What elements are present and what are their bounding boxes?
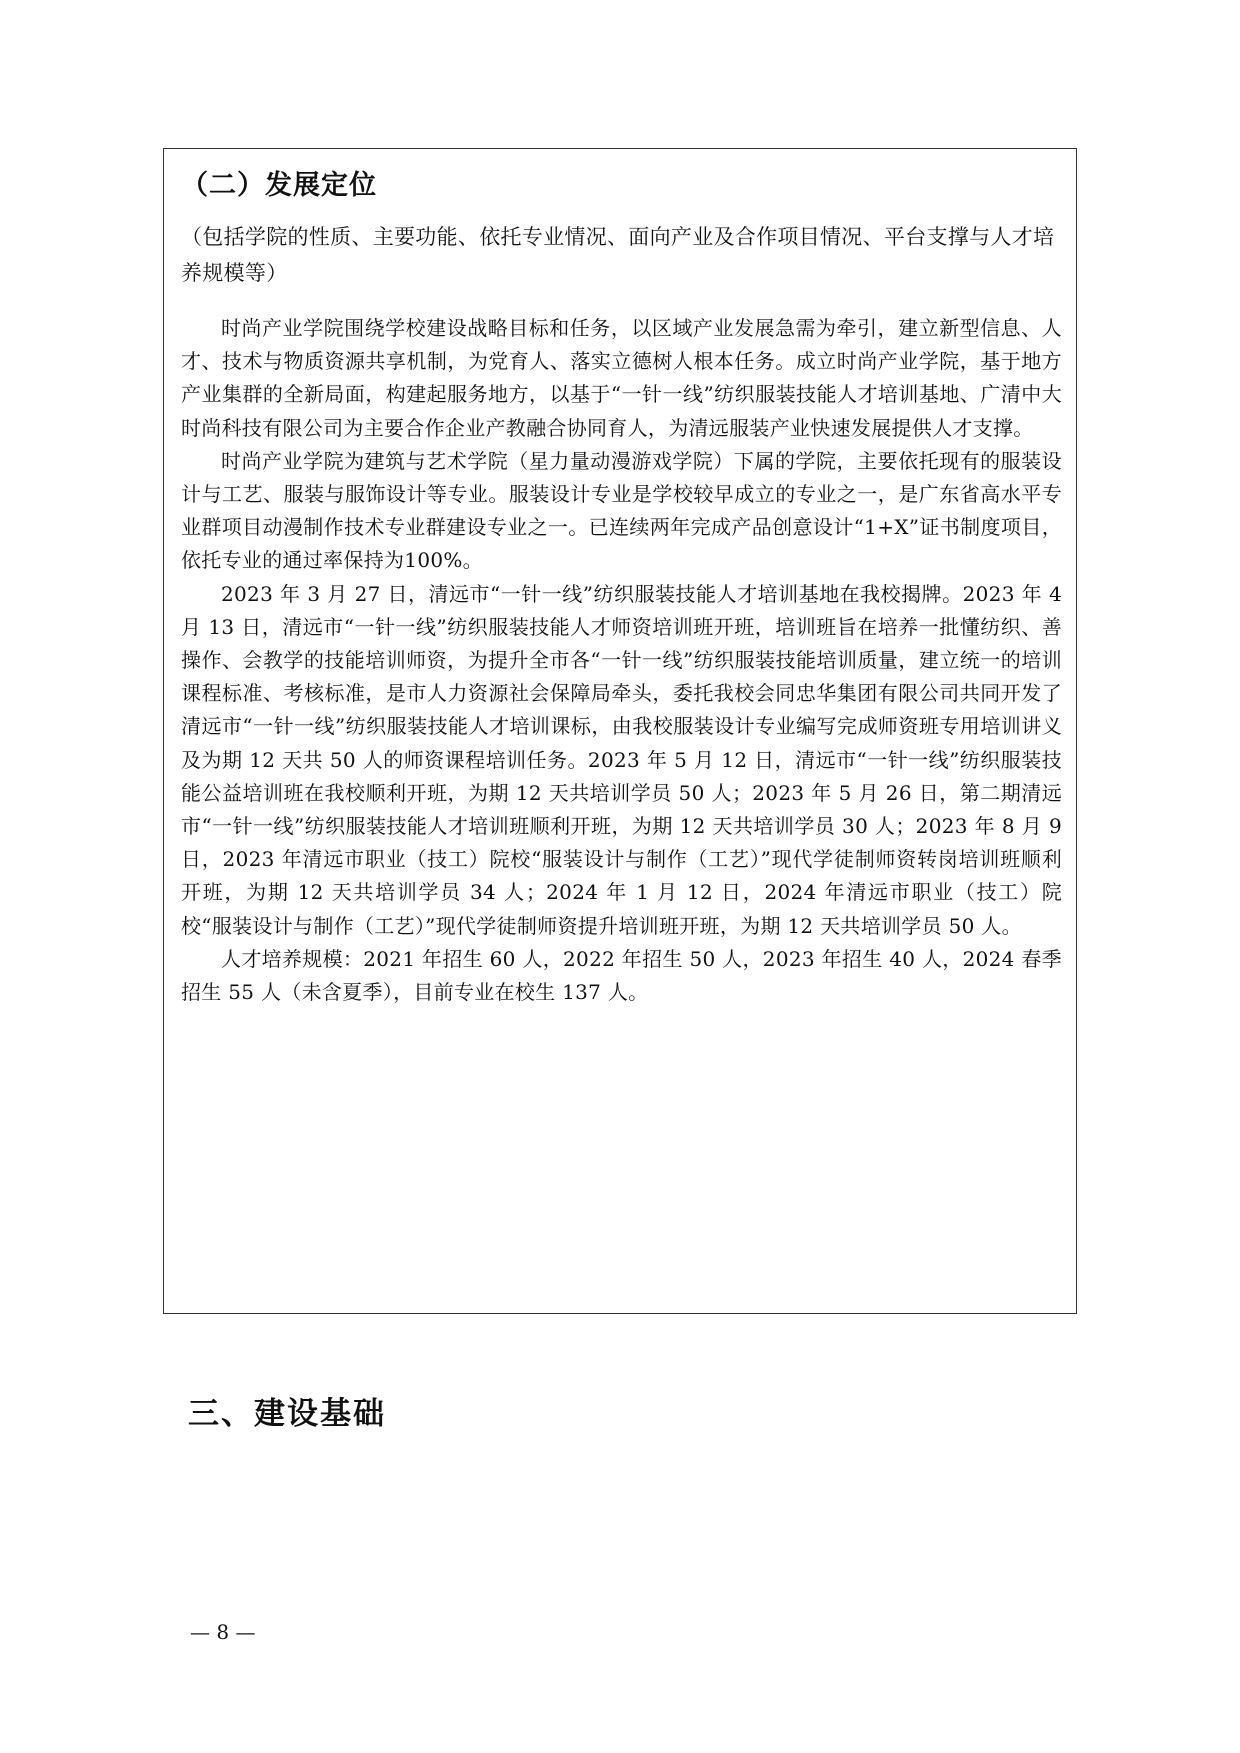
subsection-note: （包括学院的性质、主要功能、依托专业情况、面向产业及合作项目情况、平台支撑与人才培养规模等） xyxy=(181,225,1055,285)
body-text xyxy=(181,312,1062,1009)
content-box xyxy=(163,148,1077,1314)
paragraph: 时尚产业学院为建筑与艺术学院（星力量动漫游戏学院）下属的学院，主要依托现有的服装设计与工艺、服装与服饰设计等专业。服装设计专业是学校较早成立的专业之一，是广东省高水平专业群项目动漫制作技术专业群建设专业之一。已连续两年完成产品创意设计“1+X”证书制度项目，依托专业的通过率保持为100%。 xyxy=(181,448,1062,573)
paragraph: 时尚产业学院围绕学校建设战略目标和任务，以区域产业发展急需为牵引，建立新型信息、人才、技术与物质资源共享机制，为党育人、落实立德树人根本任务。成立时尚产业学院，基于地方产业集群的全新局面，构建起服务地方，以基于“一针一线”纺织服装技能人才培训基地、广清中大时尚科技有限公司为主要合作企业产教融合协同育人，为清远服装产业快速发展提供人才支撑。 xyxy=(181,316,1062,440)
subsection-heading: （二）发展定位 xyxy=(181,170,377,201)
section-heading: 三、建设基础 xyxy=(188,1396,386,1432)
page-number: — 8 — xyxy=(190,1620,256,1644)
paragraph: 2023 年 3 月 27 日，清远市“一针一线”纺织服装技能人才培训基地在我校揭牌。2023 年 4 月 13 日，清远市“一针一线”纺织服装技能人才师资培训班开班，培训班旨在培养一批懂纺织、善操作、会教学的技能培训师资，为提升全市各“一针一线”纺织服装技能培训质量，建立统一的培训课程标准、考核标准，是市人力资源社会保障局牵头，委托我校会同忠华集团有限公司共同开发了清远市“一针一线”纺织服装技能人才培训课标，由我校服装设计专业编写完成师资班专用培训讲义及为期 12 天共 50 人的师资课程培训任务。2023 年 5 月 12 日，清远市“一针一线”纺织服装技能公益培训班在我校顺利开班，为期 12 天共培训学员 50 人；2023 年 5 月 26 日，第二期清远市“一针一线”纺织服装技能人才培训班顺利开班，为期 12 天共培训学员 30 人；2023 年 8 月 9 日，2023 年清远市职业（技工）院校“服装设计与制作（工艺）”现代学徒制师资转岗培训班顺利开班，为期 12 天共培训学员 34 人；2024 年 1 月 12 日，2024 年清远市职业（技工）院校“服装设计与制作（工艺）”现代学徒制师资提升培训班开班，为期 12 天共培训学员 50 人。 xyxy=(181,581,1062,938)
paragraph: 人才培养规模：2021 年招生 60 人，2022 年招生 50 人，2023 年招生 40 人，2024 春季招生 55 人（未含夏季），目前专业在校生 137 人。 xyxy=(181,946,1062,1005)
